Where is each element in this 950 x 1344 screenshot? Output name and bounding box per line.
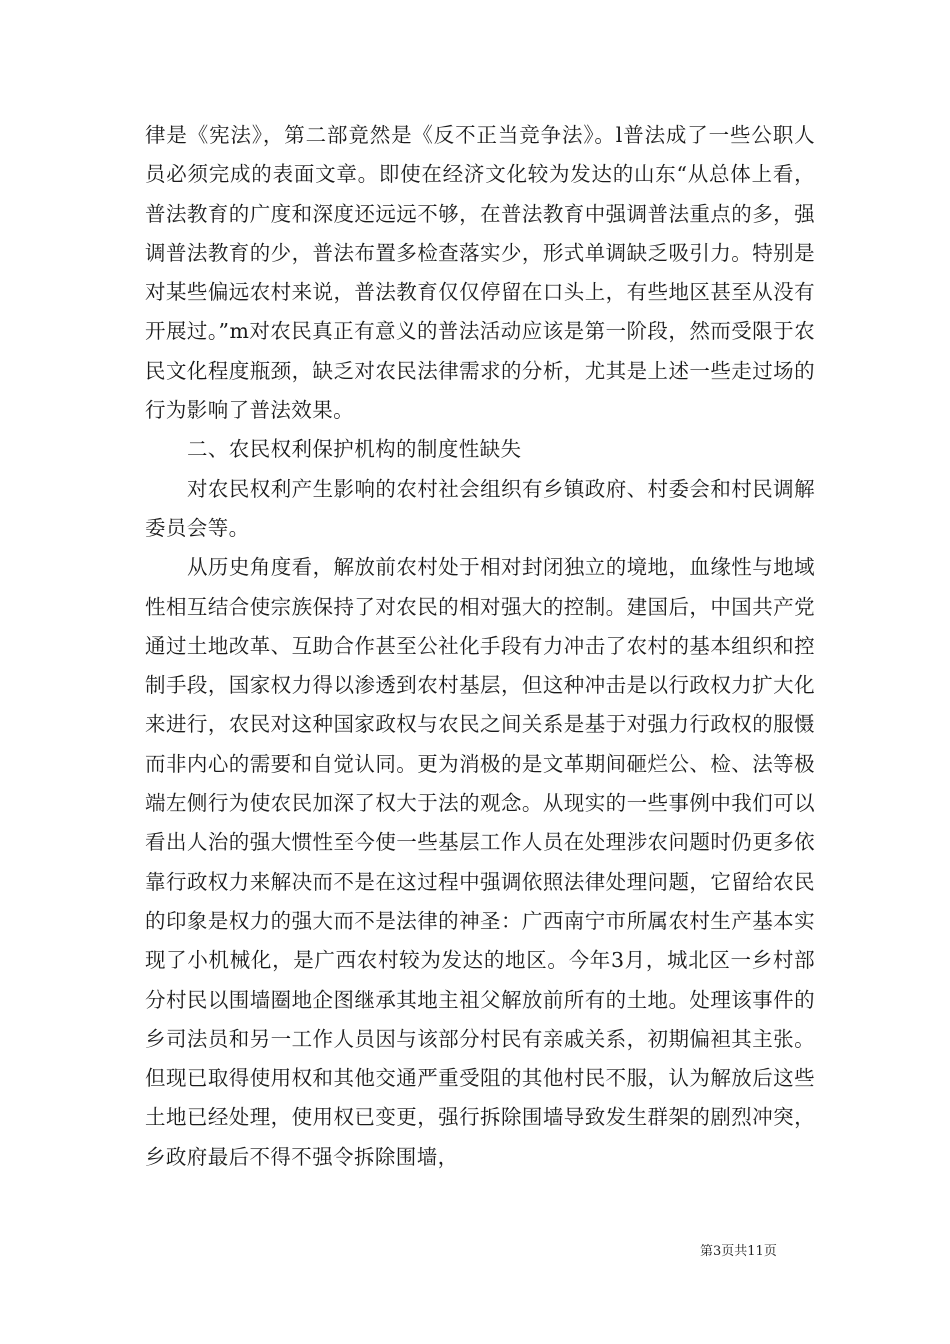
page-number-footer: 第3页共11页 (700, 1244, 777, 1259)
paragraph-history: 从历史角度看，解放前农村处于相对封闭独立的境地，血缘性与地域性相互结合使宗族保持了对农民的相对强大的控制。建国后，中国共产党通过土地改革、互助合作甚至公社化手段有力冲击了农村的基本组织和控制手段，国家权力得以渗透到农村基层，但这种冲击是以行政权力扩大化来进行，农民对这种国家政权与农民之间关系是基于对强力行政权的服慑而非内心的需要和自觉认同。更为消极的是文革期间砸烂公、检、法等极端左侧行为使农民加深了权大于法的观念。从现实的一些事例中我们可以看出人治的强大惯性至今使一些基层工作人员在处理涉农问题时仍更多依靠行政权力来解决而不是在这过程中强调依照法律处理问题，它留给农民的印象是权力的强大而不是法律的神圣：广西南宁市所属农村生产基本实现了小机械化，是广西农村较为发达的地区。今年3月，城北区一乡村部分村民以围墙圈地企图继承其地主祖父解放前所有的土地。处理该事件的乡司法员和另一工作人员因与该部分村民有亲戚关系，初期偏袒其主张。但现已取得使用权和其他交通严重受阻的其他村民不服，认为解放后这些土地已经处理，使用权已变更，强行拆除围墙导致发生群架的剧烈冲突，乡政府最后不得不强令拆除围墙， (145, 555, 815, 1169)
document-body (145, 116, 815, 1177)
section-heading: 二、农民权利保护机构的制度性缺失 (187, 437, 522, 462)
paragraph-organizations: 对农民权利产生影响的农村社会组织有乡镇政府、村委会和村民调解委员会等。 (145, 476, 815, 540)
paragraph-continued: 律是《宪法》，第二部竟然是《反不正当竞争法》。l普法成了一些公职人员必须完成的表面文章。即使在经济文化较为发达的山东“从总体上看，普法教育的广度和深度还远远不够，在普法教育中强调普法重点的多，强调普法教育的少，普法布置多检查落实少，形式单调缺乏吸引力。特别是对某些偏远农村来说，普法教育仅仅停留在口头上，有些地区甚至从没有开展过。”m对农民真正有意义的普法活动应该是第一阶段，然而受限于农民文化程度瓶颈，缺乏对农民法律需求的分析，尤其是上述一些走过场的行为影响了普法效果。 (145, 123, 815, 423)
